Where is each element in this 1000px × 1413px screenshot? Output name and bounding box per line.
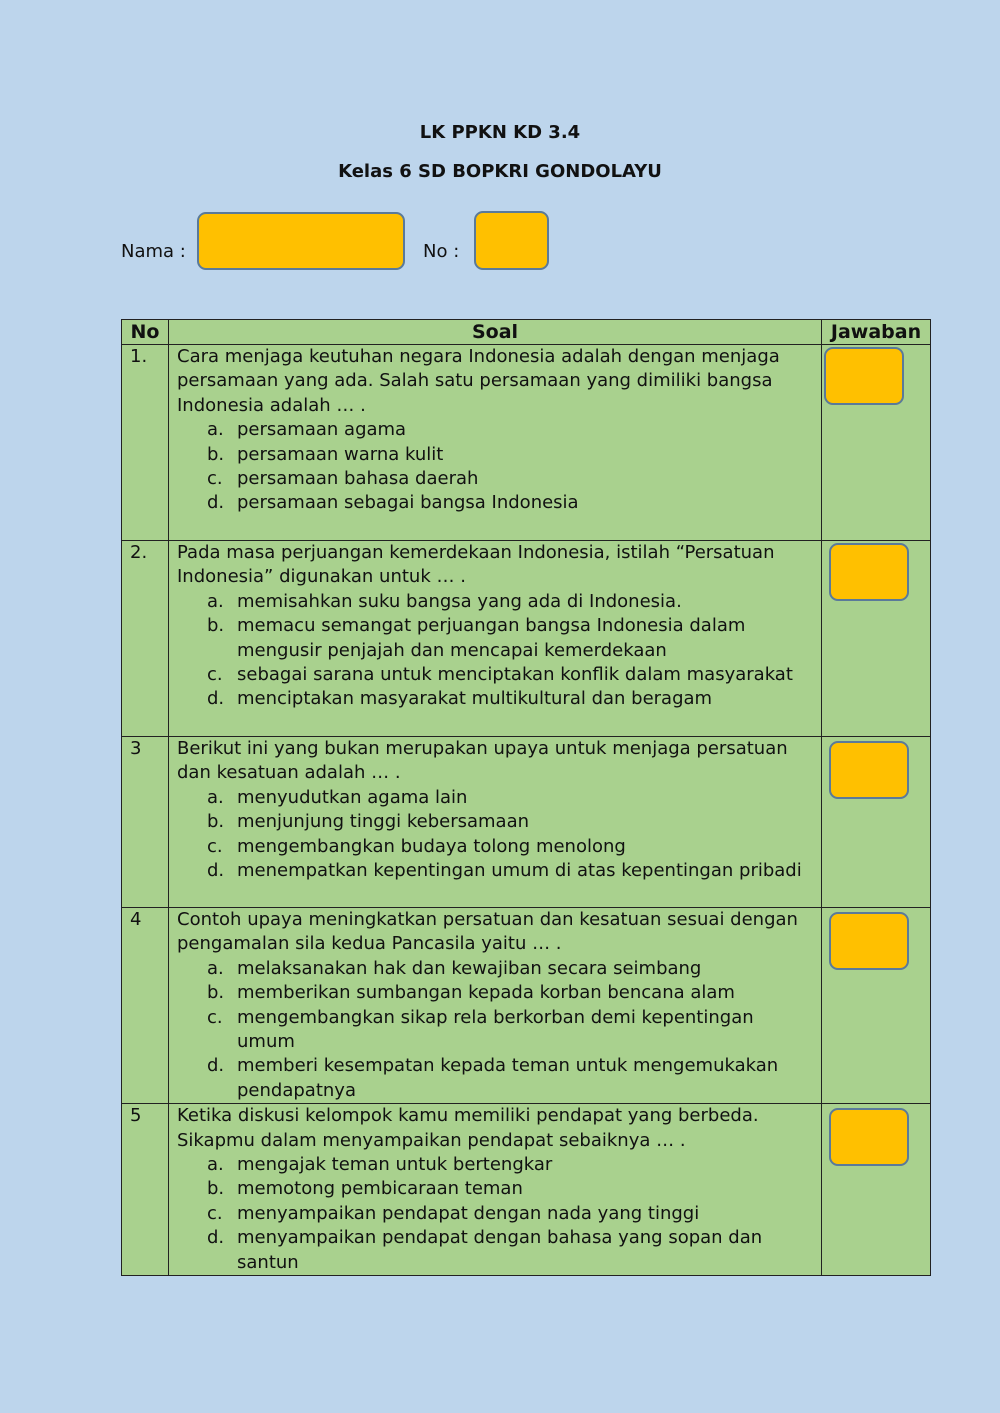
option-letter: b. xyxy=(207,615,225,637)
option-letter: a. xyxy=(207,786,224,808)
option-letter: d. xyxy=(207,1227,225,1249)
table-row xyxy=(122,1104,931,1276)
option-text: melaksanakan hak dan kewajiban secara seimbang xyxy=(237,957,702,979)
option-text: persamaan sebagai bangsa Indonesia xyxy=(237,492,579,514)
option-text: memotong pembicaraan teman xyxy=(237,1178,523,1200)
option-item xyxy=(177,1054,815,1103)
option-item xyxy=(177,1177,815,1201)
option-text: persamaan agama xyxy=(237,419,407,441)
option-item xyxy=(177,590,815,614)
option-text: menyudutkan agama lain xyxy=(237,786,468,808)
option-letter: c. xyxy=(207,664,223,686)
answer-input[interactable] xyxy=(829,543,909,601)
table-row xyxy=(122,541,931,737)
option-letter: a. xyxy=(207,957,224,979)
option-item xyxy=(177,957,815,981)
answer-input[interactable] xyxy=(829,912,909,970)
option-text: sebagai sarana untuk menciptakan konflik dalam masyarakat xyxy=(237,664,793,686)
option-letter: c. xyxy=(207,835,223,857)
question-text: Berikut ini yang bukan merupakan upaya untuk menjaga persatuan dan kesatuan adalah … . xyxy=(177,738,788,784)
option-letter: c. xyxy=(207,1202,223,1224)
option-text: persamaan bahasa daerah xyxy=(237,468,479,490)
option-item xyxy=(177,418,815,442)
option-list xyxy=(177,590,815,712)
option-item xyxy=(177,687,815,711)
option-letter: c. xyxy=(207,468,223,490)
option-item xyxy=(177,981,815,1005)
option-text: menciptakan masyarakat multikultural dan beragam xyxy=(237,688,713,710)
option-letter: b. xyxy=(207,982,225,1004)
option-item xyxy=(177,1006,815,1055)
option-item xyxy=(177,1202,815,1226)
option-letter: d. xyxy=(207,1055,225,1077)
question-table xyxy=(121,319,931,1276)
option-letter: d. xyxy=(207,860,225,882)
option-letter: c. xyxy=(207,1006,223,1028)
table-row xyxy=(122,737,931,908)
option-letter: d. xyxy=(207,688,225,710)
question-cell xyxy=(169,541,822,737)
option-item xyxy=(177,810,815,834)
question-cell xyxy=(169,1104,822,1276)
answer-cell xyxy=(822,1104,931,1276)
question-cell xyxy=(169,345,822,541)
option-letter: a. xyxy=(207,590,224,612)
worksheet-title: LK PPKN KD 3.4 xyxy=(419,122,581,143)
option-item xyxy=(177,614,815,663)
option-text: mengembangkan sikap rela berkorban demi kepentingan umum xyxy=(237,1006,754,1053)
option-text: memacu semangat perjuangan bangsa Indonesia dalam mengusir penjajah dan mencapai kemerdekaan xyxy=(237,615,746,661)
option-item xyxy=(177,1153,815,1177)
question-number: 3 xyxy=(122,737,169,908)
option-item xyxy=(177,491,815,515)
question-text: Cara menjaga keutuhan negara Indonesia adalah dengan menjaga persamaan yang ada. Salah satu persamaan yang dimiliki bangsa Indonesia adalah … . xyxy=(177,346,780,416)
option-list xyxy=(177,957,815,1103)
option-letter: d. xyxy=(207,492,225,514)
option-item xyxy=(177,1226,815,1275)
answer-input[interactable] xyxy=(824,347,904,405)
option-letter: b. xyxy=(207,443,225,465)
worksheet-subtitle: Kelas 6 SD BOPKRI GONDOLAYU xyxy=(338,161,662,182)
option-list xyxy=(177,786,815,884)
option-list xyxy=(177,1153,815,1275)
answer-cell xyxy=(822,541,931,737)
question-cell xyxy=(169,908,822,1104)
option-letter: b. xyxy=(207,811,225,833)
option-item xyxy=(177,663,815,687)
no-input[interactable] xyxy=(474,211,549,270)
option-letter: a. xyxy=(207,1154,224,1176)
table-row xyxy=(122,908,931,1104)
question-number: 1. xyxy=(122,345,169,541)
option-letter: a. xyxy=(207,419,224,441)
question-number: 4 xyxy=(122,908,169,1104)
question-text: Contoh upaya meningkatkan persatuan dan kesatuan sesuai dengan pengamalan sila kedua Pancasila yaitu … . xyxy=(177,909,798,955)
option-text: memberikan sumbangan kepada korban bencana alam xyxy=(237,982,735,1004)
option-text: persamaan warna kulit xyxy=(237,443,444,465)
option-text: menyampaikan pendapat dengan nada yang tinggi xyxy=(237,1202,700,1224)
option-text: mengembangkan budaya tolong menolong xyxy=(237,835,626,857)
name-label: Nama : xyxy=(121,241,186,262)
answer-input[interactable] xyxy=(829,741,909,799)
option-letter: b. xyxy=(207,1178,225,1200)
option-text: menempatkan kepentingan umum di atas kepentingan pribadi xyxy=(237,860,802,882)
question-number: 2. xyxy=(122,541,169,737)
name-input[interactable] xyxy=(197,212,405,270)
option-text: menjunjung tinggi kebersamaan xyxy=(237,811,530,833)
table-row xyxy=(122,345,931,541)
option-item xyxy=(177,467,815,491)
question-text: Ketika diskusi kelompok kamu memiliki pendapat yang berbeda. Sikapmu dalam menyampaikan pendapat sebaiknya … . xyxy=(177,1105,759,1151)
header-jawaban: Jawaban xyxy=(822,320,931,345)
option-text: memberi kesempatan kepada teman untuk mengemukakan pendapatnya xyxy=(237,1055,779,1101)
answer-input[interactable] xyxy=(829,1108,909,1166)
option-text: memisahkan suku bangsa yang ada di Indonesia. xyxy=(237,590,682,612)
question-number: 5 xyxy=(122,1104,169,1276)
header-soal: Soal xyxy=(169,320,822,345)
option-list xyxy=(177,418,815,516)
option-item xyxy=(177,859,815,883)
question-cell xyxy=(169,737,822,908)
header-no: No xyxy=(122,320,169,345)
option-item xyxy=(177,786,815,810)
answer-cell xyxy=(822,737,931,908)
question-text: Pada masa perjuangan kemerdekaan Indonesia, istilah “Persatuan Indonesia” digunakan untuk … . xyxy=(177,542,775,588)
option-item xyxy=(177,835,815,859)
option-text: mengajak teman untuk bertengkar xyxy=(237,1154,553,1176)
table-header-row xyxy=(122,320,931,345)
no-label: No : xyxy=(423,241,460,262)
answer-cell xyxy=(822,345,931,541)
option-item xyxy=(177,443,815,467)
answer-cell xyxy=(822,908,931,1104)
option-text: menyampaikan pendapat dengan bahasa yang sopan dan santun xyxy=(237,1227,763,1273)
